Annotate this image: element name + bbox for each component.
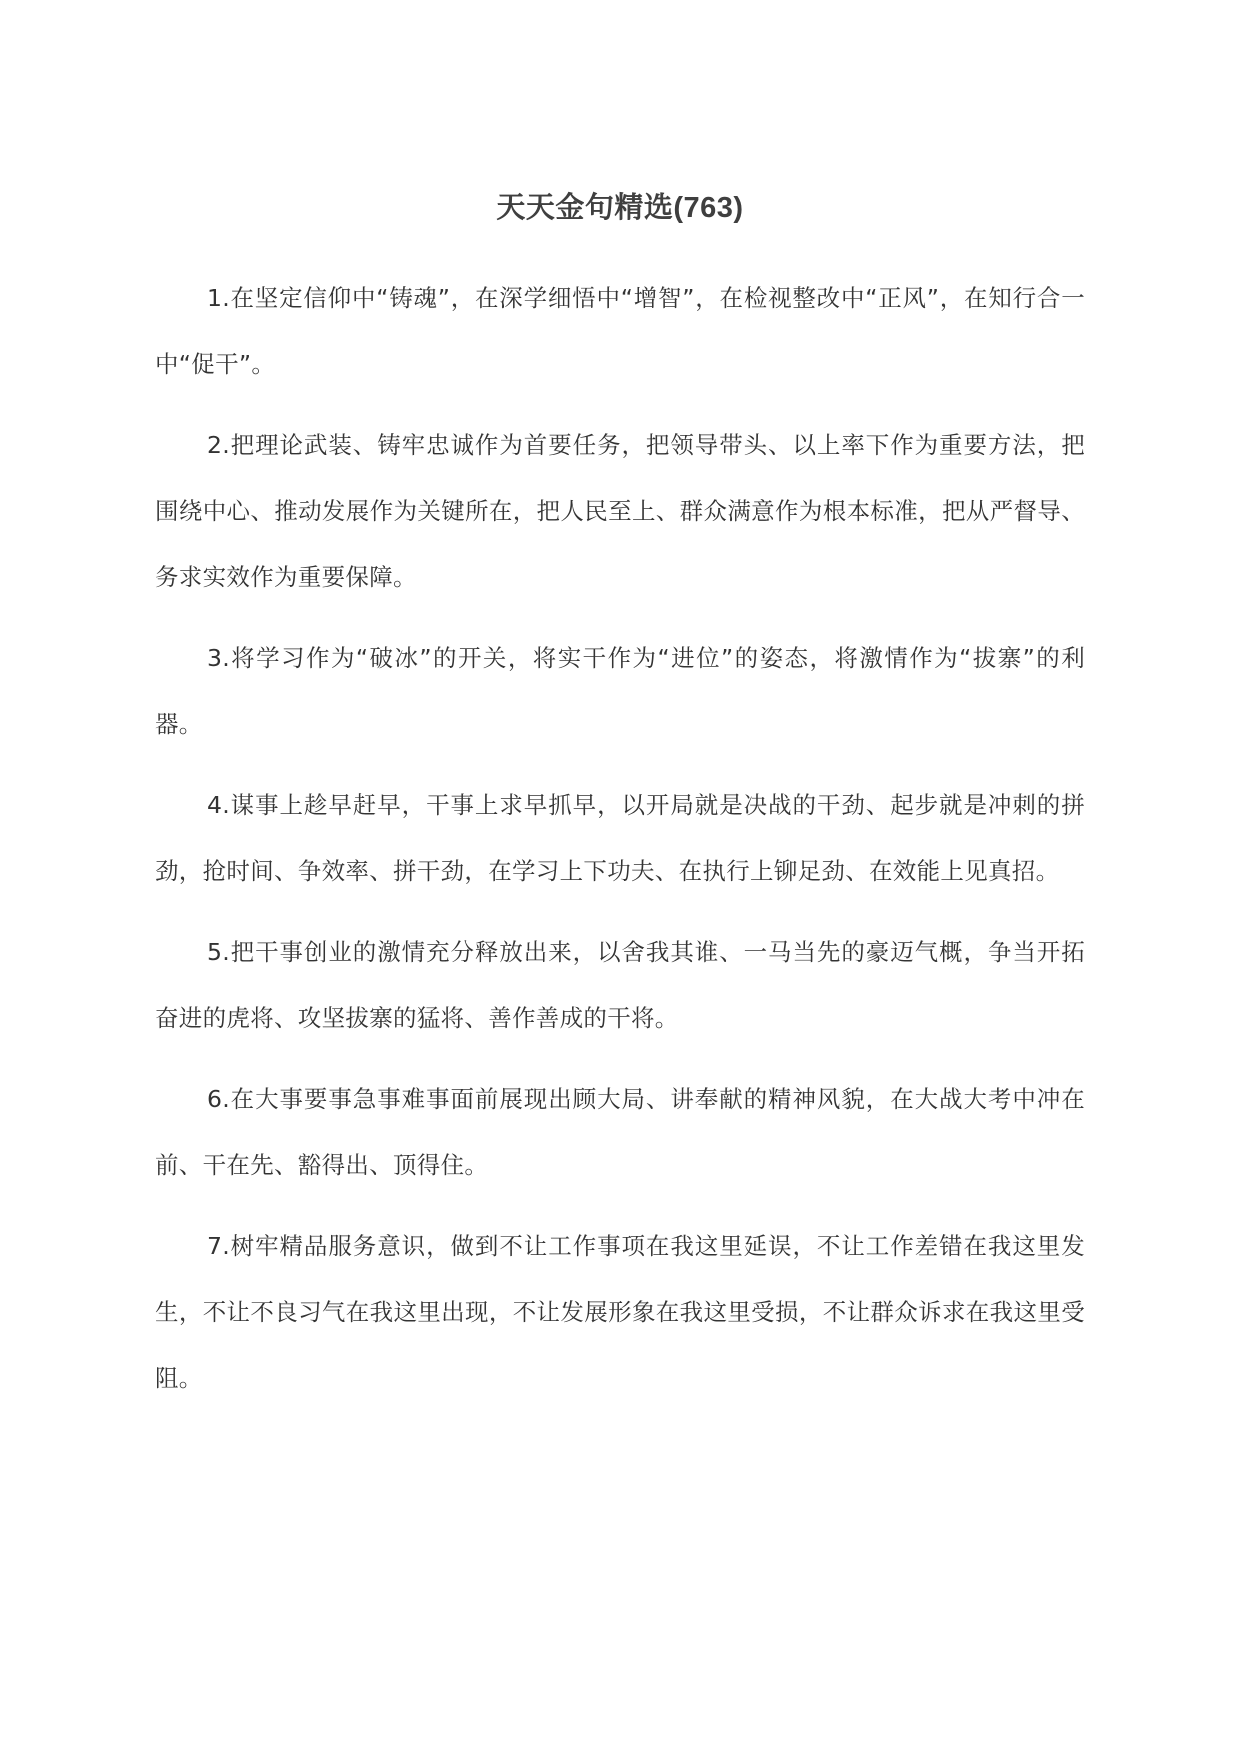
paragraph-4: 4.谋事上趁早赶早，干事上求早抓早，以开局就是决战的干劲、起步就是冲刺的拼劲，抢时间、争效率、拼干劲，在学习上下功夫、在执行上铆足劲、在效能上见真招。 — [155, 791, 1085, 885]
paragraph-6: 6.在大事要事急事难事面前展现出顾大局、讲奉献的精神风貌，在大战大考中冲在前、干在先、豁得出、顶得住。 — [155, 1085, 1085, 1179]
document-body — [155, 265, 1085, 1426]
paragraph-3: 3.将学习作为“破冰”的开关，将实干作为“进位”的姿态，将激情作为“拔寨”的利器。 — [155, 644, 1085, 738]
page-title: 天天金句精选(763) — [496, 192, 744, 224]
paragraph-2: 2.把理论武装、铸牢忠诚作为首要任务，把领导带头、以上率下作为重要方法，把围绕中心、推动发展作为关键所在，把人民至上、群众满意作为根本标准，把从严督导、务求实效作为重要保障。 — [155, 431, 1085, 591]
paragraph-1: 1.在坚定信仰中“铸魂”，在深学细悟中“增智”，在检视整改中“正风”，在知行合一中“促干”。 — [155, 284, 1085, 378]
paragraph-5: 5.把干事创业的激情充分释放出来，以舍我其谁、一马当先的豪迈气概，争当开拓奋进的虎将、攻坚拔寨的猛将、善作善成的干将。 — [155, 938, 1085, 1032]
paragraph-7: 7.树牢精品服务意识，做到不让工作事项在我这里延误，不让工作差错在我这里发生，不让不良习气在我这里出现，不让发展形象在我这里受损，不让群众诉求在我这里受阻。 — [155, 1232, 1085, 1392]
